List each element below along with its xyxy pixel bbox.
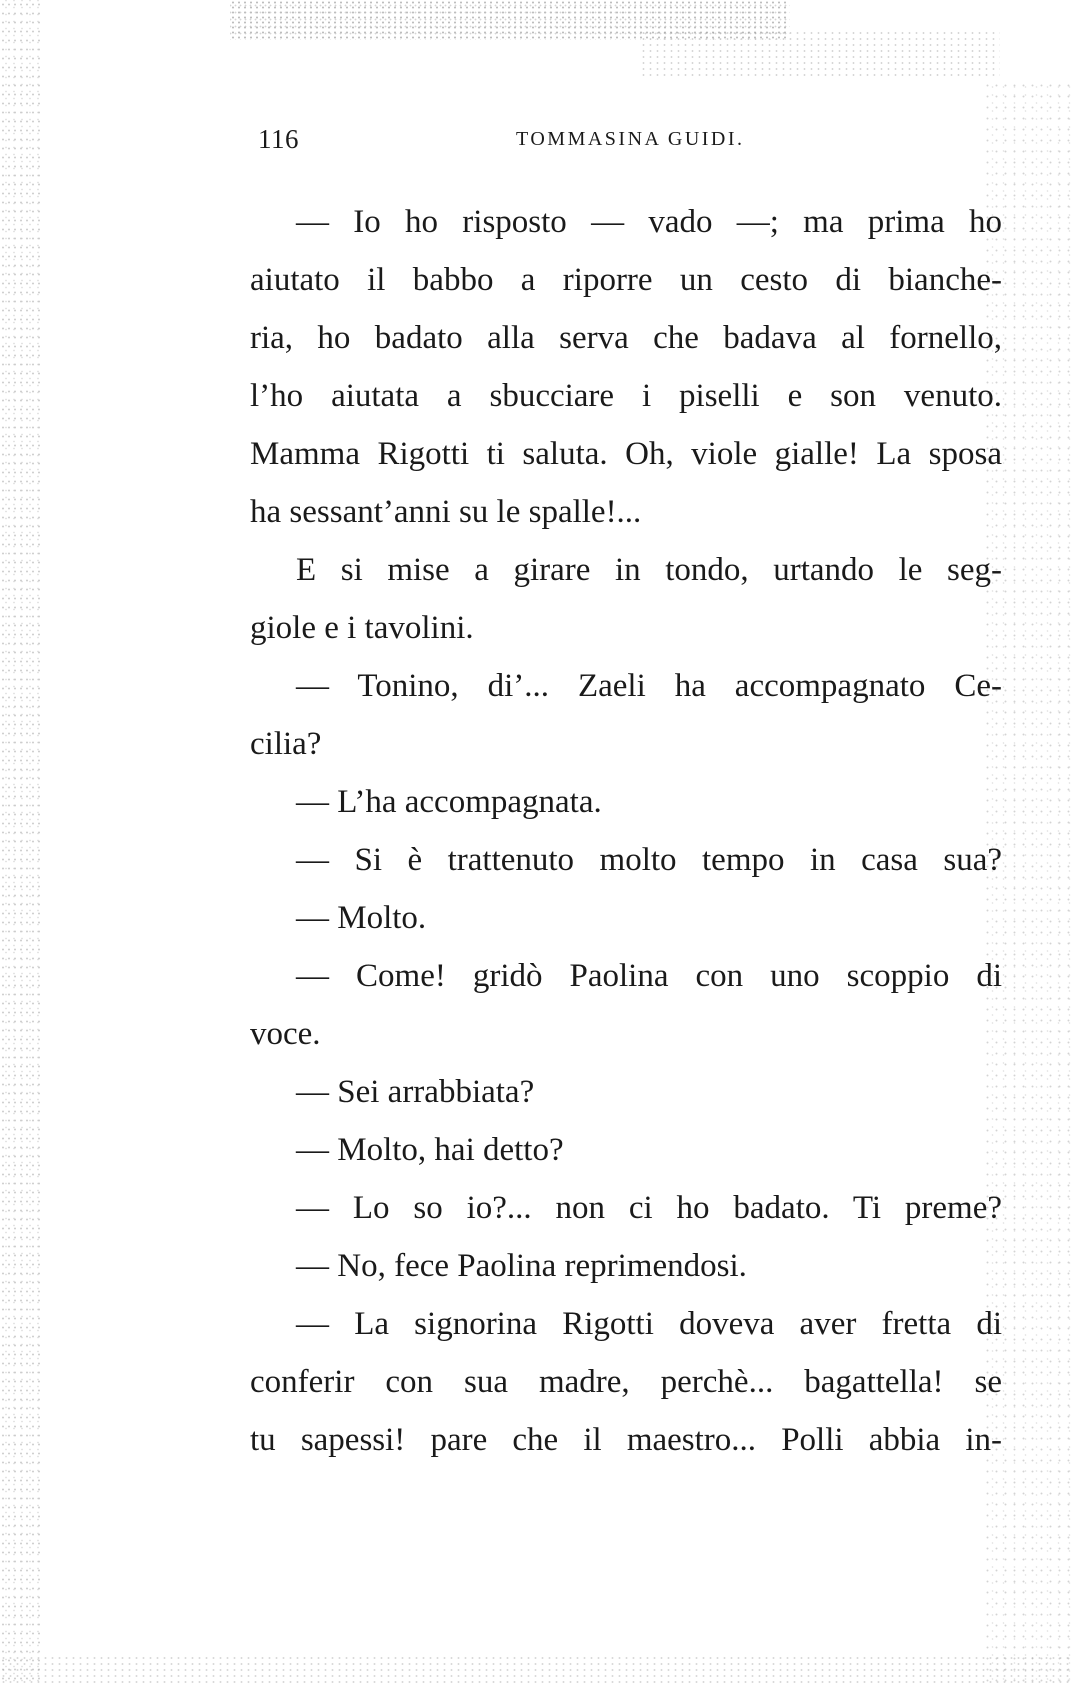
text-line: — Come! gridò Paolina con uno scoppio di [296,958,1002,994]
text-line: l’ho aiutata a sbucciare i piselli e son venuto. [250,378,1002,414]
text-line: E si mise a girare in tondo, urtando le seg- [296,552,1002,588]
text-line: aiutato il babbo a riporre un cesto di bianche- [250,262,1002,298]
text-line: — Molto, hai detto? [296,1132,564,1168]
page-number: 116 [258,124,299,154]
text-line: giole e i tavolini. [250,610,474,646]
text-line: voce. [250,1016,321,1052]
scan-noise-bottom [0,1655,1073,1685]
text-line: — Io ho risposto — vado —; ma prima ho [296,204,1002,240]
text-line: Mamma Rigotti ti saluta. Oh, viole gialle! La sposa [250,436,1002,472]
body-text [250,193,1002,1469]
text-line: ria, ho badato alla serva che badava al fornello, [250,320,1002,356]
scan-noise-left [0,0,40,1685]
text-line: — Lo so io?... non ci ho badato. Ti preme? [296,1190,1002,1226]
text-line: ha sessant’anni su le spalle!... [250,494,642,530]
text-line: — Sei arrabbiata? [296,1074,535,1110]
text-line: — L’ha accompagnata. [296,784,602,820]
running-head: TOMMASINA GUIDI. [516,128,745,150]
text-line: — Si è trattenuto molto tempo in casa sua? [296,842,1002,878]
text-line: — La signorina Rigotti doveva aver fretta di [296,1306,1002,1342]
text-line: tu sapessi! pare che il maestro... Polli abbia in- [250,1422,1002,1458]
scan-noise-top-right [640,30,1000,80]
text-line: cilia? [250,726,322,762]
text-line: — Molto. [296,900,427,936]
page-header [258,124,998,158]
text-line: conferir con sua madre, perchè... bagattella! se [250,1364,1002,1400]
text-line: — Tonino, di’... Zaeli ha accompagnato Ce- [296,668,1002,704]
text-line: — No, fece Paolina reprimendosi. [296,1248,747,1284]
